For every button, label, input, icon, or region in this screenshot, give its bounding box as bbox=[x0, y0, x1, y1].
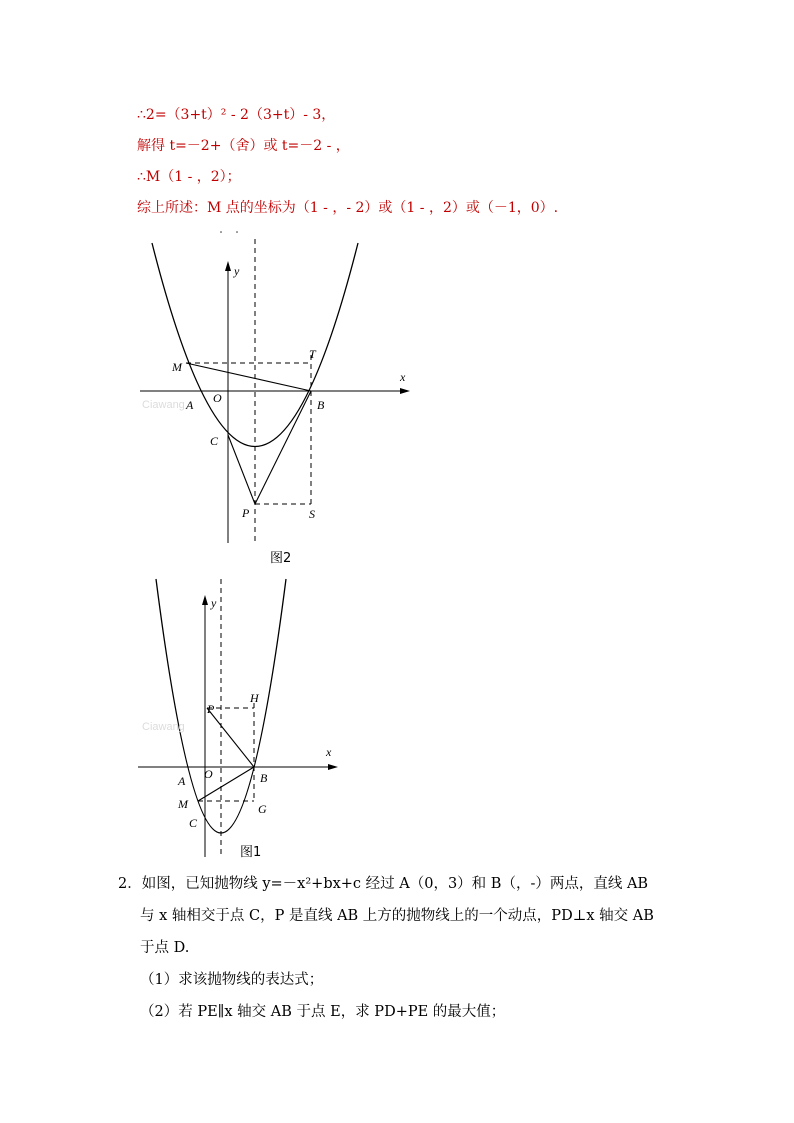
figure-2-caption: 图2 bbox=[270, 551, 292, 566]
fig1-label-B: B bbox=[260, 771, 268, 785]
solution-line-1: ∴2=（3+t）² - 2（3+t）- 3， bbox=[137, 107, 336, 123]
solution-line-4-text: 综上所述：M 点的坐标为（1 - ，- 2）或（1 - ，2）或（－1，0）. bbox=[137, 200, 559, 216]
question-part-1: （1）求该抛物线的表达式； bbox=[140, 972, 324, 988]
solution-line-4 bbox=[137, 197, 558, 217]
fig2-label-A: A bbox=[186, 398, 194, 412]
question-line-1: 2．如图，已知抛物线 y=－x²+bx+c 经过 A（0，3）和 B（，-）两点，直线 AB bbox=[118, 876, 649, 892]
fig2-label-B: B bbox=[317, 398, 325, 412]
fig1-label-P: P bbox=[207, 702, 215, 716]
fig1-label-M: M bbox=[178, 797, 188, 811]
figure-2 bbox=[130, 225, 430, 555]
fig2-label-x: x bbox=[400, 370, 406, 384]
solution-line-2-text: 解得 t=－2+（舍）或 t=－2 - ， bbox=[137, 138, 350, 154]
fig2-label-C: C bbox=[210, 434, 219, 448]
question-part-2: （2）若 PE∥x 轴交 AB 于点 E，求 PD+PE 的最大值； bbox=[140, 1004, 506, 1020]
fig1-label-O: O bbox=[204, 767, 213, 781]
fig2-label-M: M bbox=[172, 360, 182, 374]
solution-line-3: ∴M（1 - ，2）； bbox=[137, 169, 241, 185]
fig2-label-P: P bbox=[242, 506, 250, 520]
fig2-label-S: S bbox=[309, 507, 315, 521]
svg-text:Ciawang: Ciawang bbox=[142, 399, 185, 411]
fig1-label-C: C bbox=[189, 816, 198, 830]
solution-line-2 bbox=[137, 135, 350, 155]
question-line-2: 与 x 轴相交于点 C，P 是直线 AB 上方的抛物线上的一个动点，PD⊥x 轴交 AB bbox=[140, 908, 654, 924]
fig2-label-y: y bbox=[234, 264, 240, 278]
fig1-label-y: y bbox=[211, 596, 217, 610]
fig1-label-G: G bbox=[258, 802, 267, 816]
figure-1 bbox=[130, 575, 350, 865]
figure-1-caption: 图1 bbox=[240, 845, 262, 860]
fig2-label-O: O bbox=[213, 391, 222, 405]
fig1-label-H: H bbox=[250, 691, 259, 705]
fig1-label-A: A bbox=[178, 774, 186, 788]
fig1-label-x: x bbox=[326, 745, 332, 759]
fig2-label-T: T bbox=[309, 347, 316, 361]
question-line-3: 于点 D. bbox=[140, 940, 190, 956]
svg-text:Ciawang: Ciawang bbox=[142, 721, 185, 733]
